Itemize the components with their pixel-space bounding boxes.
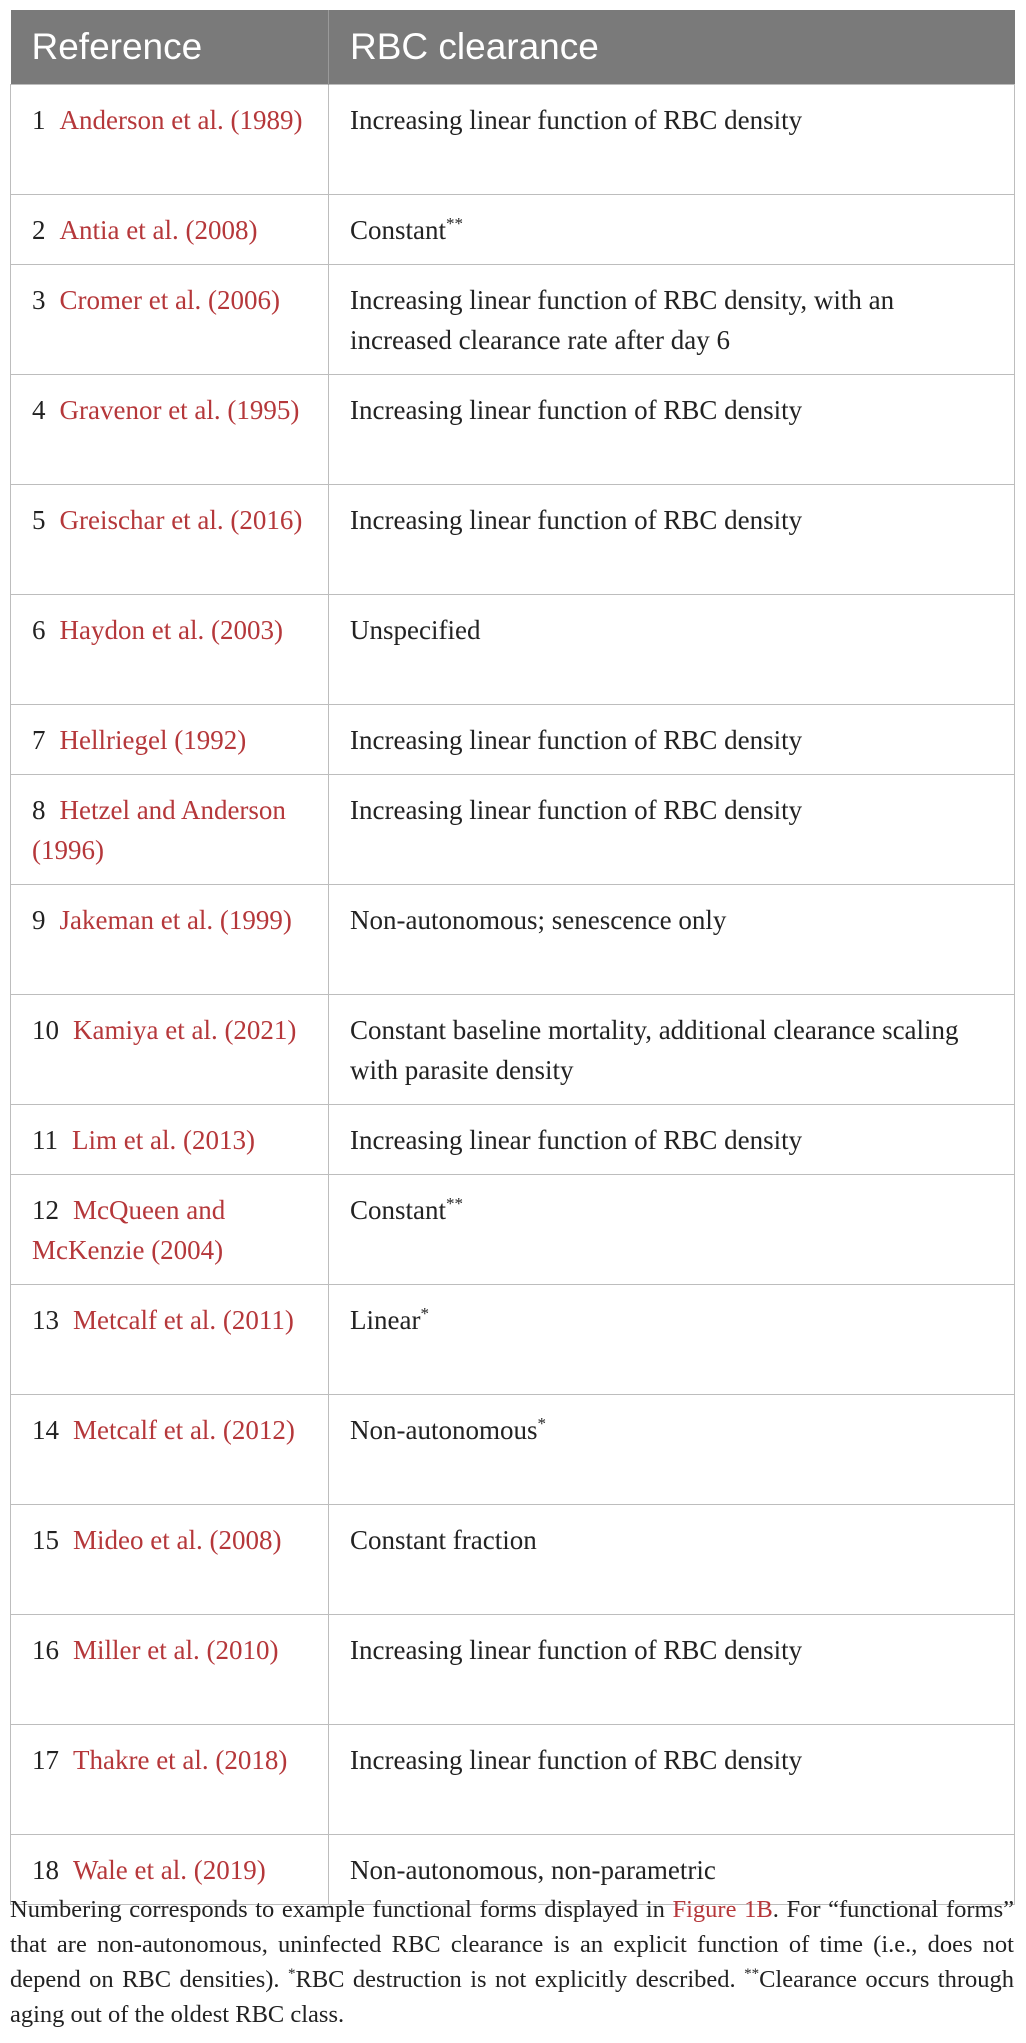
table-body xyxy=(11,85,1015,1905)
clearance-cell xyxy=(329,995,1015,1105)
reference-link[interactable]: Anderson et al. (1989) xyxy=(59,105,303,135)
reference-cell xyxy=(11,85,329,195)
reference-cell xyxy=(11,1175,329,1285)
row-number: 10 xyxy=(32,1015,59,1045)
row-number: 15 xyxy=(32,1525,59,1555)
clearance-text: Non-autonomous; senescence only xyxy=(350,905,727,935)
row-number: 9 xyxy=(32,905,46,935)
clearance-text: Constant baseline mortality, additional clearance scaling with parasite density xyxy=(350,1015,959,1085)
row-number: 13 xyxy=(32,1305,59,1335)
table-row xyxy=(11,1285,1015,1395)
table-row xyxy=(11,375,1015,485)
clearance-text: Increasing linear function of RBC density xyxy=(350,1635,803,1665)
table-row xyxy=(11,705,1015,775)
reference-cell xyxy=(11,1725,329,1835)
clearance-text: Non-autonomous xyxy=(350,1415,538,1445)
reference-cell xyxy=(11,1105,329,1175)
clearance-text: Increasing linear function of RBC density xyxy=(350,1745,803,1775)
reference-link[interactable]: McQueen and McKenzie (2004) xyxy=(32,1195,226,1265)
row-number: 12 xyxy=(32,1195,59,1225)
footnote-text-2: . For “functional forms” that are non-autonomous, uninfected RBC clearance is an explicit function of time (i.e., does not depend on RBC densities). xyxy=(10,1896,1014,1993)
clearance-text: Increasing linear function of RBC density xyxy=(350,105,803,135)
reference-link[interactable]: Hellriegel (1992) xyxy=(59,725,247,755)
clearance-cell xyxy=(329,85,1015,195)
reference-cell xyxy=(11,1285,329,1395)
row-number: 4 xyxy=(32,395,46,425)
clearance-cell xyxy=(329,1105,1015,1175)
row-number: 18 xyxy=(32,1855,59,1885)
clearance-cell xyxy=(329,1615,1015,1725)
clearance-text: Increasing linear function of RBC density xyxy=(350,395,803,425)
clearance-text: Increasing linear function of RBC density xyxy=(350,1125,803,1155)
clearance-text: Increasing linear function of RBC density xyxy=(350,795,803,825)
reference-cell xyxy=(11,595,329,705)
table-row xyxy=(11,265,1015,375)
clearance-cell xyxy=(329,775,1015,885)
clearance-text: Constant xyxy=(350,215,447,245)
reference-cell xyxy=(11,1395,329,1505)
clearance-footnote-mark: ** xyxy=(446,214,464,233)
row-number: 7 xyxy=(32,725,46,755)
clearance-text: Increasing linear function of RBC density, with an increased clearance rate after day 6 xyxy=(350,285,895,355)
clearance-cell xyxy=(329,485,1015,595)
reference-link[interactable]: Gravenor et al. (1995) xyxy=(59,395,300,425)
reference-link[interactable]: Kamiya et al. (2021) xyxy=(73,1015,297,1045)
footnote-text-3: RBC destruction is not explicitly described. xyxy=(295,1966,745,1993)
reference-cell xyxy=(11,375,329,485)
clearance-text: Constant xyxy=(350,1195,447,1225)
clearance-footnote-mark: * xyxy=(420,1304,429,1323)
clearance-cell xyxy=(329,1395,1015,1505)
row-number: 2 xyxy=(32,215,46,245)
table-row xyxy=(11,595,1015,705)
footnote-star-2: ** xyxy=(744,1966,760,1982)
row-number: 3 xyxy=(32,285,46,315)
table-row xyxy=(11,1105,1015,1175)
reference-cell xyxy=(11,705,329,775)
reference-cell xyxy=(11,775,329,885)
row-number: 6 xyxy=(32,615,46,645)
footnote-star-1: * xyxy=(287,1966,296,1982)
reference-link[interactable]: Greischar et al. (2016) xyxy=(59,505,303,535)
reference-link[interactable]: Mideo et al. (2008) xyxy=(73,1525,282,1555)
reference-link[interactable]: Metcalf et al. (2012) xyxy=(73,1415,295,1445)
footnote-text-1: Numbering corresponds to example functional forms displayed in xyxy=(10,1896,673,1923)
clearance-cell xyxy=(329,595,1015,705)
clearance-cell xyxy=(329,885,1015,995)
clearance-cell xyxy=(329,1725,1015,1835)
clearance-cell xyxy=(329,265,1015,375)
table-header-row xyxy=(11,10,1015,85)
references-table-container xyxy=(10,10,1014,1905)
row-number: 11 xyxy=(32,1125,58,1155)
table-row xyxy=(11,995,1015,1105)
reference-cell xyxy=(11,885,329,995)
clearance-text: Increasing linear function of RBC density xyxy=(350,505,803,535)
row-number: 17 xyxy=(32,1745,59,1775)
table-row xyxy=(11,195,1015,265)
clearance-text: Constant fraction xyxy=(350,1525,537,1555)
clearance-cell xyxy=(329,375,1015,485)
reference-cell xyxy=(11,1615,329,1725)
header-rbc-clearance: RBC clearance xyxy=(329,10,1015,85)
reference-link[interactable]: Metcalf et al. (2011) xyxy=(73,1305,294,1335)
row-number: 14 xyxy=(32,1415,59,1445)
table-row xyxy=(11,1505,1015,1615)
reference-link[interactable]: Antia et al. (2008) xyxy=(59,215,258,245)
clearance-text: Linear xyxy=(350,1305,421,1335)
clearance-cell xyxy=(329,1285,1015,1395)
table-row xyxy=(11,1175,1015,1285)
row-number: 5 xyxy=(32,505,46,535)
reference-link[interactable]: Wale et al. (2019) xyxy=(73,1855,266,1885)
references-table xyxy=(10,10,1015,1905)
clearance-cell xyxy=(329,705,1015,775)
table-row xyxy=(11,1395,1015,1505)
reference-cell xyxy=(11,265,329,375)
reference-cell xyxy=(11,1505,329,1615)
footnote-text-4: Clearance occurs through aging out of the oldest RBC class. xyxy=(10,1966,1015,2028)
clearance-cell xyxy=(329,1505,1015,1615)
reference-link[interactable]: Cromer et al. (2006) xyxy=(59,285,280,315)
reference-cell xyxy=(11,485,329,595)
reference-link[interactable]: Hetzel and Anderson (1996) xyxy=(32,795,286,865)
clearance-cell xyxy=(329,195,1015,265)
table-footnote xyxy=(10,1892,1014,2032)
table-row xyxy=(11,885,1015,995)
reference-link[interactable]: Thakre et al. (2018) xyxy=(73,1745,288,1775)
header-reference: Reference xyxy=(11,10,329,85)
table-row xyxy=(11,485,1015,595)
row-number: 16 xyxy=(32,1635,59,1665)
table-row xyxy=(11,1615,1015,1725)
reference-link[interactable]: Miller et al. (2010) xyxy=(73,1635,279,1665)
reference-cell xyxy=(11,195,329,265)
table-row xyxy=(11,85,1015,195)
clearance-text: Increasing linear function of RBC density xyxy=(350,725,803,755)
clearance-footnote-mark: ** xyxy=(446,1194,464,1213)
clearance-footnote-mark: * xyxy=(537,1414,546,1433)
reference-link[interactable]: Jakeman et al. (1999) xyxy=(59,905,292,935)
clearance-cell xyxy=(329,1175,1015,1285)
row-number: 1 xyxy=(32,105,46,135)
table-row xyxy=(11,775,1015,885)
reference-link[interactable]: Lim et al. (2013) xyxy=(72,1125,255,1155)
reference-cell xyxy=(11,995,329,1105)
clearance-text: Unspecified xyxy=(350,615,481,645)
table-row xyxy=(11,1725,1015,1835)
clearance-text: Non-autonomous, non-parametric xyxy=(350,1855,716,1885)
figure-link[interactable]: Figure 1B xyxy=(672,1896,773,1923)
row-number: 8 xyxy=(32,795,46,825)
reference-link[interactable]: Haydon et al. (2003) xyxy=(59,615,283,645)
